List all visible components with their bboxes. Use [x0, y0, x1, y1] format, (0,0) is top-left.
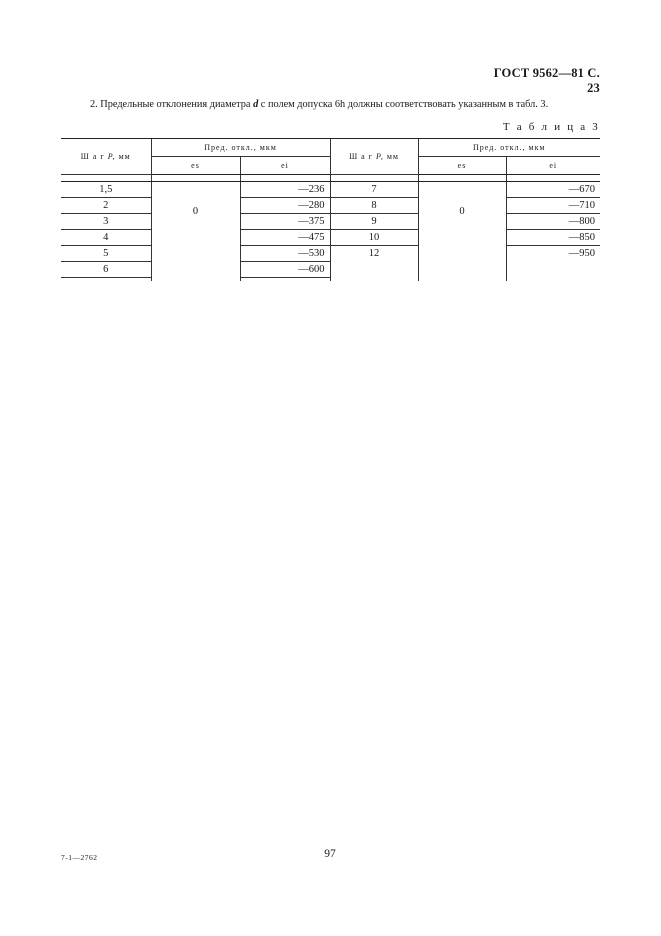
- step-cell: 7: [330, 182, 418, 198]
- table-row: [61, 246, 600, 262]
- step-header-right: [330, 139, 418, 175]
- paragraph-2: [90, 99, 600, 110]
- es-cell-right: 0: [418, 182, 506, 282]
- table-caption: Т а б л и ц а 3: [502, 121, 600, 133]
- table-row: [61, 198, 600, 214]
- ei-header-left: ei: [240, 157, 330, 175]
- document-header: ГОСТ 9562—81 С. 23: [493, 66, 600, 95]
- ei-cell: —475: [240, 230, 330, 246]
- paragraph-text-start: 2. Предельные отклонения диаметра: [90, 99, 254, 110]
- step-cell: 3: [61, 214, 151, 230]
- step-cell: 10: [330, 230, 418, 246]
- step-cell: 4: [61, 230, 151, 246]
- ei-cell: —670: [506, 182, 600, 198]
- diameter-variable: d: [253, 99, 259, 110]
- table-row: [61, 214, 600, 230]
- step-cell: 8: [330, 198, 418, 214]
- step-unit: мм: [386, 152, 399, 161]
- table-tail: [61, 278, 600, 282]
- step-cell: 5: [61, 246, 151, 262]
- deviation-header-left: Пред. откл., мкм: [151, 139, 330, 157]
- ei-header-right: ei: [506, 157, 600, 175]
- step-word: Ш а г: [80, 152, 105, 161]
- step-cell: 6: [61, 262, 151, 278]
- deviation-header-right: Пред. откл., мкм: [418, 139, 600, 157]
- es-header-right: es: [418, 157, 506, 175]
- step-variable: P,: [107, 152, 116, 161]
- step-cell: 2: [61, 198, 151, 214]
- ei-cell: —236: [240, 182, 330, 198]
- empty-cell: [330, 262, 418, 278]
- table-row: [61, 230, 600, 246]
- table-row: [61, 262, 600, 278]
- ei-cell: —375: [240, 214, 330, 230]
- empty-cell: [506, 262, 600, 278]
- ei-cell: —280: [240, 198, 330, 214]
- step-header-left: [61, 139, 151, 175]
- es-cell-left: 0: [151, 182, 240, 282]
- es-header-left: es: [151, 157, 240, 175]
- table-row: [61, 182, 600, 198]
- ei-cell: —950: [506, 246, 600, 262]
- print-code: 7-1—2762: [61, 853, 98, 862]
- ei-cell: —850: [506, 230, 600, 246]
- step-cell: 1,5: [61, 182, 151, 198]
- step-unit: мм: [118, 152, 131, 161]
- ei-cell: —530: [240, 246, 330, 262]
- step-cell: 9: [330, 214, 418, 230]
- ei-cell: —800: [506, 214, 600, 230]
- paragraph-text-end: с полем допуска 6h должны соответствовать указанным в табл. 3.: [258, 99, 549, 110]
- page-number: 97: [324, 848, 336, 860]
- step-cell: 12: [330, 246, 418, 262]
- tolerance-table: [61, 138, 600, 281]
- step-variable: P,: [375, 152, 384, 161]
- ei-cell: —600: [240, 262, 330, 278]
- step-word: Ш а г: [349, 152, 373, 161]
- ei-cell: —710: [506, 198, 600, 214]
